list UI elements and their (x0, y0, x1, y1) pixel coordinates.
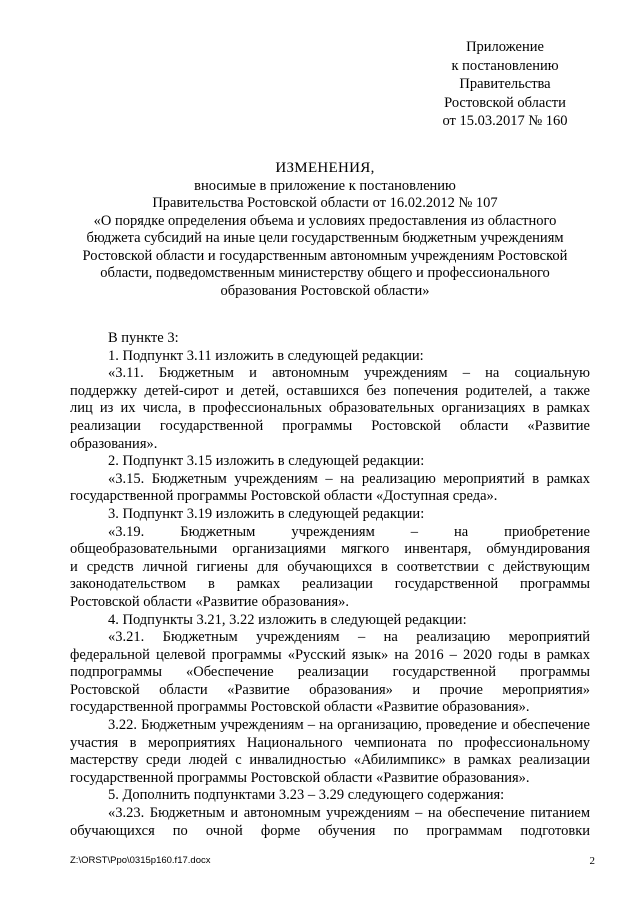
body-line: реализации государственной программы Ростовской области «Развитие (70, 417, 590, 434)
body-line: участия в мероприятиях Национального чемпионата по профессиональному (70, 734, 590, 751)
body-line: государственной программы Ростовской области «Развитие образования». (70, 769, 530, 786)
body-line: 3.22. Бюджетным учреждениям – на организацию, проведение и обеспечение (108, 717, 590, 734)
body-line: поддержку детей-сирот и детей, оставшихся без попечения родителей, а также (70, 382, 590, 399)
body-line: 2. Подпункт 3.15 изложить в следующей редакции: (108, 453, 425, 470)
body-line: и средств личной гигиены для обучающихся в соответствии с действующим (70, 558, 590, 575)
document-body (70, 330, 590, 840)
title-line: бюджета субсидий на иные цели государственным бюджетным учреждениям (86, 230, 564, 246)
body-line: лиц из их числа, в профессиональных образовательных организациях в рамках (70, 400, 590, 417)
appendix-line: Приложение (466, 39, 544, 55)
title-line: области, подведомственным министерству общего и профессионального (100, 265, 550, 281)
appendix-line: Правительства (459, 76, 551, 92)
body-line: государственной программы Ростовской области «Доступная среда». (70, 488, 498, 505)
title-line: «О порядке определения объема и условиях предоставления из областного (93, 212, 557, 229)
title-line: Правительства Ростовской области от 16.02.2012 № 107 (152, 195, 498, 211)
body-line: «3.11. Бюджетным и автономным учреждениям – на социальную (108, 365, 590, 382)
document-title (60, 160, 590, 300)
body-line: законодательством в рамках реализации государственной программы (70, 576, 590, 593)
appendix-line: Ростовской области (444, 94, 566, 111)
body-line: федеральной целевой программы «Русский язык» на 2016 – 2020 годы в рамках (70, 646, 590, 663)
body-line: Ростовской области «Развитие образования». (70, 593, 349, 610)
appendix-header (420, 38, 590, 131)
body-line: мастерству среди людей с инвалидностью «Абилимпикс» в рамках реализации (70, 752, 590, 769)
body-line: В пункте 3: (108, 330, 179, 346)
body-line: 1. Подпункт 3.11 изложить в следующей редакции: (108, 347, 424, 364)
title-line: вносимые в приложение к постановлению (194, 177, 456, 194)
body-line: «3.23. Бюджетным и автономным учреждениям – на обеспечение питанием (108, 805, 590, 822)
page-number: 2 (589, 855, 595, 867)
body-line: Ростовской области «Развитие образования» и прочие мероприятия» (70, 681, 590, 698)
body-line: образования». (70, 435, 158, 452)
body-line: обучающихся по очной форме обучения по программам подготовки (70, 822, 590, 839)
body-line: «3.19. Бюджетным учреждениям – на приобретение (108, 523, 590, 540)
body-line: 4. Подпункты 3.21, 3.22 изложить в следующей редакции: (108, 611, 467, 628)
appendix-line: к постановлению (451, 57, 559, 74)
title-heading: ИЗМЕНЕНИЯ, (275, 160, 375, 176)
appendix-line: от 15.03.2017 № 160 (442, 113, 568, 129)
body-line: «3.15. Бюджетным учреждениям – на реализацию мероприятий в рамках (108, 470, 590, 487)
body-line: «3.21. Бюджетным учреждениям – на реализацию мероприятий (108, 629, 590, 646)
title-line: Ростовской области и государственным автономным учреждениям Ростовской (82, 247, 568, 264)
body-line: общеобразовательными организациями мягкого инвентаря, обмундирования (70, 541, 590, 558)
file-path: Z:\ORST\Ppo\0315p160.f17.docx (70, 855, 211, 866)
body-line: подпрограммы «Обеспечение реализации государственной программы (70, 664, 590, 681)
title-line: образования Ростовской области» (220, 282, 430, 299)
body-line: 5. Дополнить подпунктами 3.23 – 3.29 следующего содержания: (108, 787, 505, 804)
body-line: государственной программы Ростовской области «Развитие образования». (70, 699, 530, 716)
body-line: 3. Подпункт 3.19 изложить в следующей редакции: (108, 505, 425, 522)
